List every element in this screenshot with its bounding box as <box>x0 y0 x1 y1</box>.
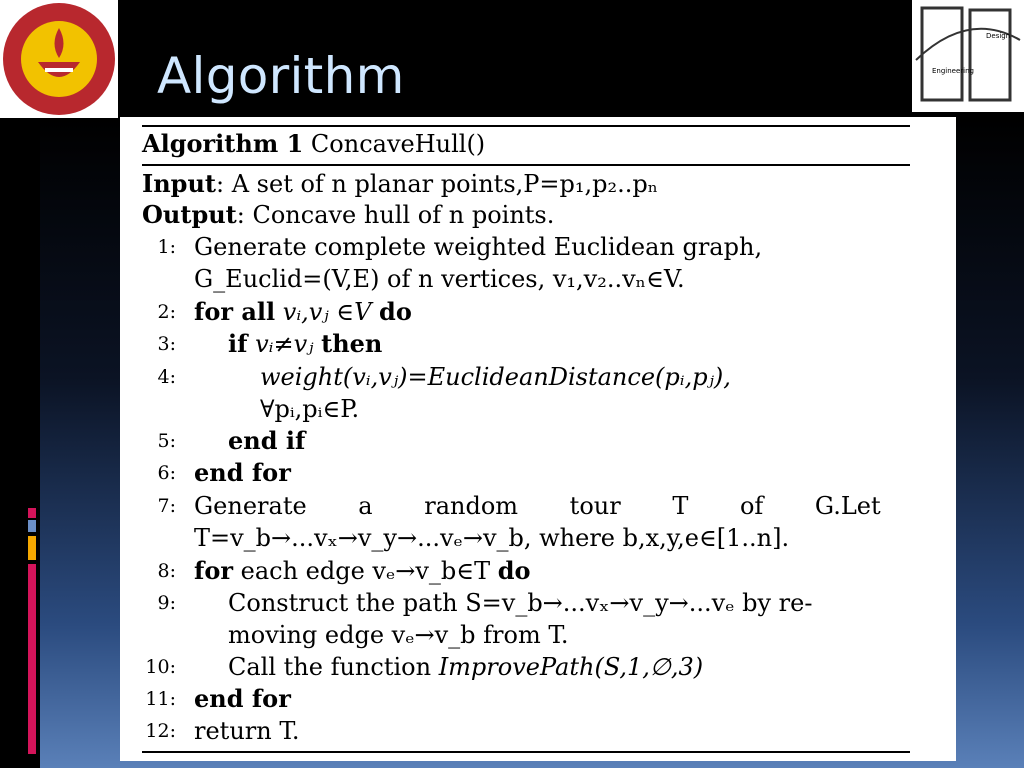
algorithm-panel: Algorithm 1 ConcaveHull() Input: A set of n planar points,P=p₁,p₂..pₙ Output: Concave hull of n points. 1: Generate complete weighted Euclidean graph, G_Euclid=(V,E) of n vertices, v₁,v₂..vₙ∈V. 2: for all vᵢ,vⱼ ∈V do 3: if vᵢ≠vⱼ then 4: weight(vᵢ,vⱼ)=EuclideanDistance(pᵢ,pⱼ), ∀pᵢ,pᵢ∈P. 5: end if 6: end for 7: Generate a random tour T of G.Let T=v_b→...vₓ→v_y→...vₑ→v_b, where b,x,y,e∈[1..n]. 8: for each edge vₑ→v_b∈T do 9: Construct the path S=v_b→...vₓ→v_y→...vₑ by re- moving edge vₑ→v_b from T. 10: Call the function ImprovePath(S,1,∅,3) 11: end for 12: return T. <box>120 117 956 761</box>
design-engineering-logo <box>912 0 1024 112</box>
header-rule <box>142 164 910 166</box>
output-line: Output: Concave hull of n points. <box>142 200 555 229</box>
svg-text:Design: Design <box>986 32 1011 40</box>
slide-title: Algorithm <box>157 47 405 105</box>
bottom-rule <box>142 751 910 753</box>
input-line: Input: A set of n planar points,P=p₁,p₂..pₙ <box>142 169 659 198</box>
accent-bars <box>28 500 40 760</box>
top-rule <box>142 125 910 127</box>
svg-text:Engineering: Engineering <box>932 67 974 75</box>
iit-madras-logo <box>0 0 118 118</box>
algorithm-header: Algorithm 1 ConcaveHull() <box>142 129 486 158</box>
